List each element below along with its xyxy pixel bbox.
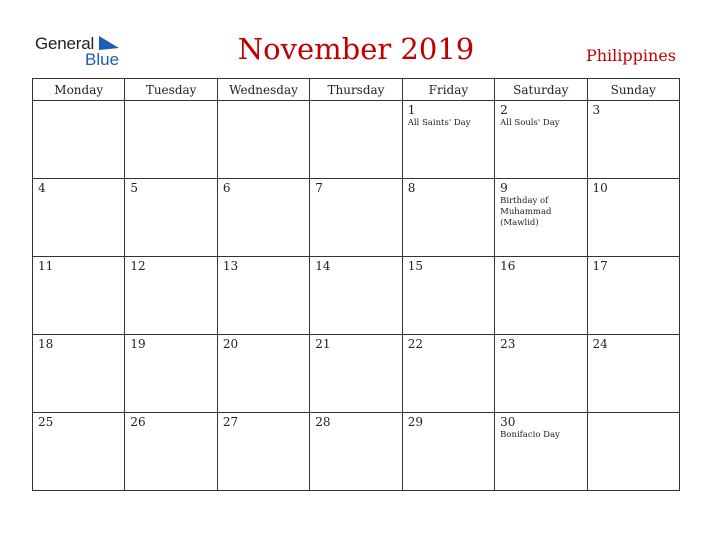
day-number: 17: [592, 259, 608, 273]
day-cell-content: [218, 257, 309, 273]
week-row: [33, 335, 680, 413]
week-row: [33, 257, 680, 335]
day-cell-content: [125, 179, 216, 195]
day-cell: [310, 101, 402, 179]
day-cell: [310, 413, 402, 491]
day-number: 7: [315, 181, 323, 195]
day-cell-content: [33, 179, 124, 195]
day-cell: [33, 179, 125, 257]
day-cell: [402, 179, 494, 257]
weekday-header: Saturday: [495, 79, 587, 101]
day-number: 5: [130, 181, 139, 195]
day-cell-content: [403, 335, 494, 351]
day-cell-content: [33, 257, 124, 273]
day-cell-content: [588, 413, 679, 415]
day-cell: [402, 413, 494, 491]
day-cell: [310, 335, 402, 413]
day-cell-content: [125, 413, 216, 429]
day-cell-content: [495, 257, 586, 273]
day-cell: [587, 257, 679, 335]
day-cell: [33, 335, 125, 413]
week-row: [33, 179, 680, 257]
week-row: [33, 101, 680, 179]
day-cell: [587, 335, 679, 413]
day-cell-content: [33, 413, 124, 429]
day-cell-content: [218, 335, 309, 351]
day-number: 26: [130, 415, 146, 429]
day-cell-content: [218, 179, 309, 195]
day-cell-content: [588, 335, 679, 351]
weekday-header: Monday: [33, 79, 125, 101]
day-number: 20: [222, 337, 239, 351]
day-cell: [495, 101, 587, 179]
day-cell: [217, 179, 309, 257]
day-cell-content: [588, 179, 679, 195]
holiday-label: All Saints' Day: [407, 118, 471, 128]
day-cell: [495, 413, 587, 491]
day-cell-content: [310, 179, 401, 195]
calendar-grid: [32, 78, 680, 491]
logo-text-blue: Blue: [85, 50, 120, 69]
day-number: 8: [407, 181, 416, 195]
day-cell: [125, 101, 217, 179]
day-cell: [310, 257, 402, 335]
day-number: 24: [592, 337, 608, 351]
day-cell: [217, 257, 309, 335]
day-number: 1: [407, 103, 416, 117]
day-cell-content: [495, 101, 586, 129]
day-number: 18: [38, 337, 54, 351]
holiday-label: All Souls' Day: [500, 118, 560, 128]
day-cell-content: [403, 413, 494, 429]
day-number: 13: [222, 259, 239, 273]
weekday-header: Sunday: [587, 79, 679, 101]
day-cell: [217, 335, 309, 413]
day-number: 11: [38, 259, 54, 273]
day-cell-content: [310, 257, 401, 273]
week-row: [33, 413, 680, 491]
day-cell-content: [33, 101, 124, 103]
day-cell: [125, 179, 217, 257]
day-number: 25: [38, 415, 54, 429]
weekday-header: Friday: [402, 79, 494, 101]
day-number: 14: [315, 259, 331, 273]
day-number: 15: [407, 259, 423, 273]
day-cell-content: [310, 101, 401, 103]
holiday-label: Birthday of Muhammad (Mawlid): [500, 196, 552, 228]
day-number: 30: [500, 415, 516, 429]
day-cell-content: [403, 101, 494, 129]
day-cell-content: [495, 413, 586, 441]
page-title: November 2019: [237, 32, 475, 66]
day-cell: [33, 413, 125, 491]
day-number: 29: [407, 415, 423, 429]
day-cell: [402, 257, 494, 335]
day-number: 19: [130, 337, 146, 351]
day-cell: [402, 101, 494, 179]
day-cell: [33, 257, 125, 335]
day-number: 4: [38, 181, 46, 195]
day-cell: [125, 257, 217, 335]
day-cell: [402, 335, 494, 413]
day-cell-content: [125, 101, 216, 103]
day-cell-content: [310, 335, 401, 351]
day-cell: [495, 179, 587, 257]
day-number: 10: [592, 181, 608, 195]
day-cell: [125, 413, 217, 491]
day-number: 2: [500, 103, 508, 117]
day-cell-content: [33, 335, 124, 351]
day-cell: [495, 257, 587, 335]
day-cell: [495, 335, 587, 413]
day-cell: [587, 179, 679, 257]
day-cell-content: [495, 179, 586, 229]
day-cell: [125, 335, 217, 413]
day-cell-content: [310, 413, 401, 429]
day-cell-content: [403, 179, 494, 195]
logo-text-general: General: [35, 34, 95, 53]
weekday-header-row: [33, 79, 680, 101]
day-cell-content: [588, 257, 679, 273]
day-number: 6: [222, 181, 231, 195]
day-cell: [217, 413, 309, 491]
day-number: 9: [500, 181, 508, 195]
day-cell-content: [218, 413, 309, 429]
country-label: Philippines: [585, 46, 676, 65]
day-cell: [587, 101, 679, 179]
day-number: 27: [222, 415, 239, 429]
day-number: 21: [315, 337, 331, 351]
day-cell: [33, 101, 125, 179]
day-cell: [310, 179, 402, 257]
day-cell-content: [218, 101, 309, 103]
weekday-header: Tuesday: [125, 79, 217, 101]
day-cell-content: [125, 257, 216, 273]
day-number: 23: [500, 337, 516, 351]
day-cell-content: [125, 335, 216, 351]
day-number: 28: [315, 415, 331, 429]
day-cell: [587, 413, 679, 491]
holiday-label: Bonifacio Day: [500, 430, 560, 440]
weekday-header: Wednesday: [217, 79, 309, 101]
day-number: 12: [130, 259, 146, 273]
day-cell-content: [495, 335, 586, 351]
day-number: 16: [500, 259, 516, 273]
day-number: 3: [592, 103, 601, 117]
day-number: 22: [407, 337, 423, 351]
day-cell-content: [403, 257, 494, 273]
day-cell-content: [588, 101, 679, 117]
weekday-header: Thursday: [310, 79, 402, 101]
day-cell: [217, 101, 309, 179]
